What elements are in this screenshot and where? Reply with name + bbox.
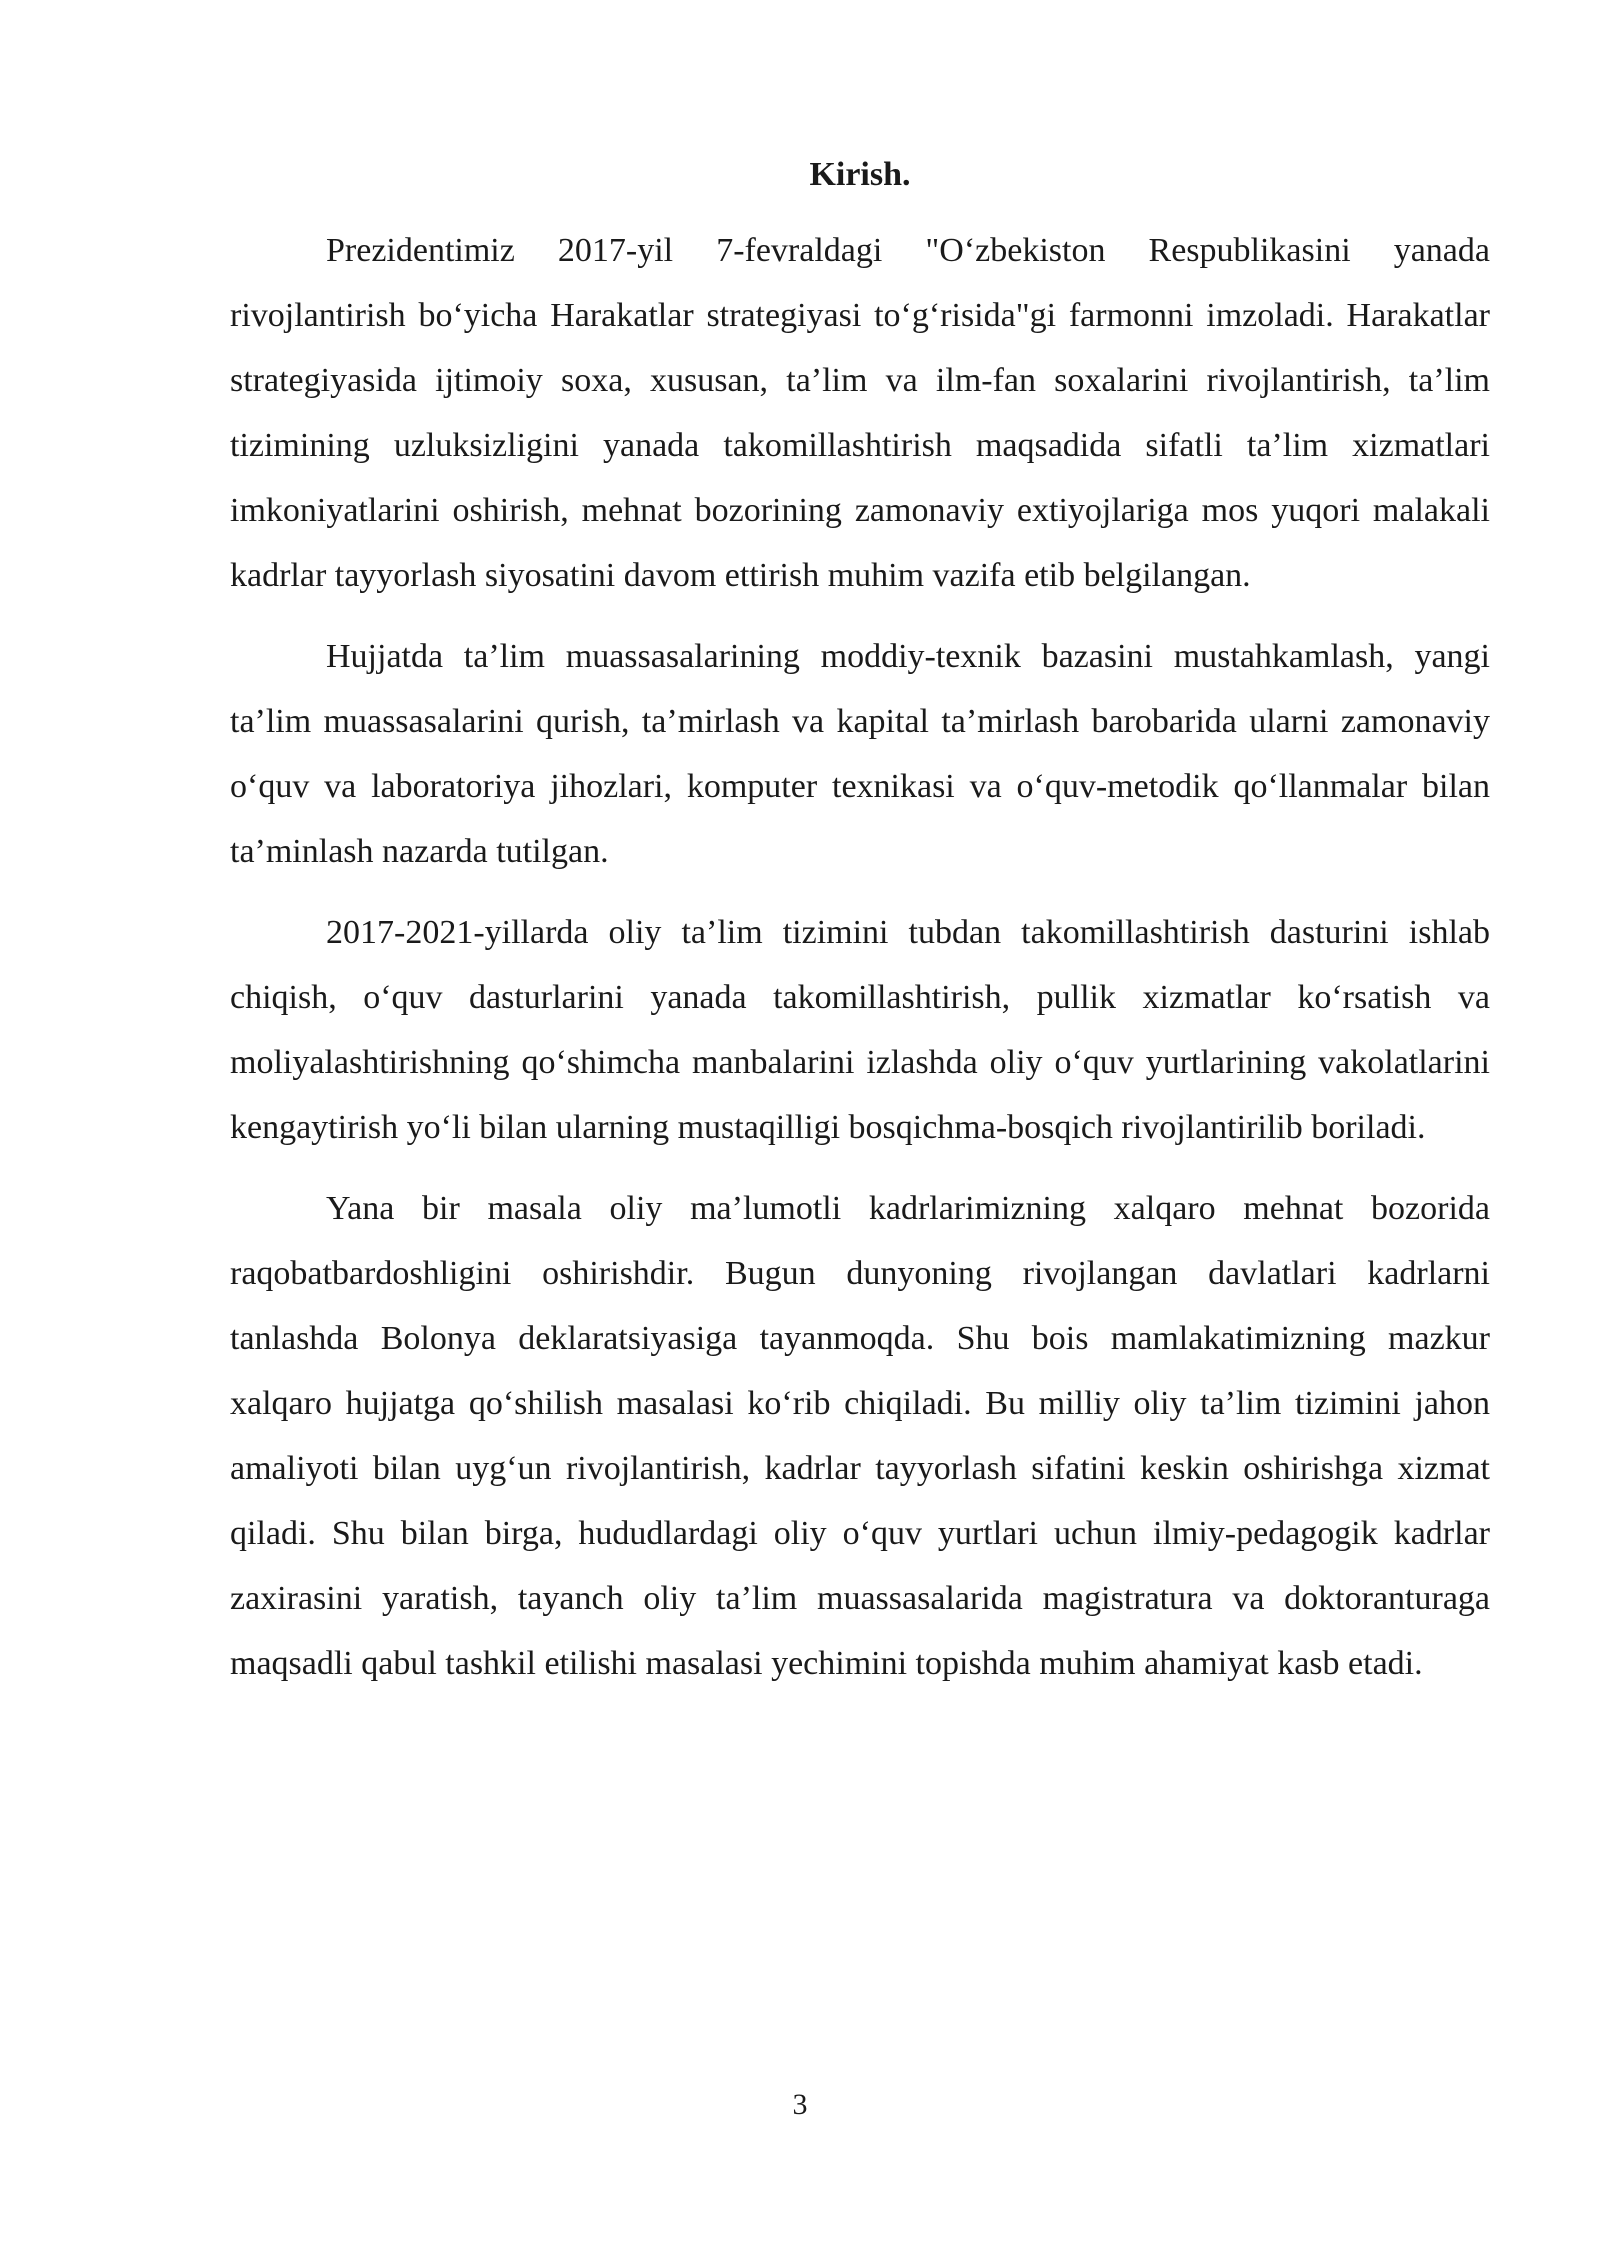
paragraph-2: Hujjatda ta’lim muassasalarining moddiy-texnik bazasini mustahkamlash, yangi ta’lim muassasalarini qurish, ta’mirlash va kapital ta’mirlash barobarida ularni zamonaviy o‘quv va laboratoriya jihozlari, komputer texnikasi va o‘quv-metodik qo‘llanmalar bilan ta’minlash nazarda tutilgan. — [230, 638, 1490, 870]
page-title: Kirish. — [809, 156, 911, 193]
paragraph-1: Prezidentimiz 2017-yil 7-fevraldagi "O‘zbekiston Respublikasini yanada rivojlantirish bo‘yicha Harakatlar strategiyasi to‘g‘risida"gi farmonni imzoladi. Harakatlar strategiyasida ijtimoiy soxa, xususan, ta’lim va ilm-fan soxalarini rivojlantirish, ta’lim tizimining uzluksizligini yanada takomillashtirish maqsadida sifatli ta’lim xizmatlari imkoniyatlarini oshirish, mehnat bozorining zamonaviy extiyojlariga mos yuqori malakali kadrlar tayyorlash siyosatini davom ettirish muhim vazifa etib belgilangan. — [230, 232, 1490, 594]
paragraph-4: Yana bir masala oliy ma’lumotli kadrlarimizning xalqaro mehnat bozorida raqobatbardoshligini oshirishdir. Bugun dunyoning rivojlangan davlatlari kadrlarni tanlashda Bolonya deklaratsiyasiga tayanmoqda. Shu bois mamlakatimizning mazkur xalqaro hujjatga qo‘shilish masalasi ko‘rib chiqiladi. Bu milliy oliy ta’lim tizimini jahon amaliyoti bilan uyg‘un rivojlantirish, kadrlar tayyorlash sifatini keskin oshirishga xizmat qiladi. Shu bilan birga, hududlardagi oliy o‘quv yurtlari uchun ilmiy-pedagogik kadrlar zaxirasini yaratish, tayanch oliy ta’lim muassasalarida magistratura va doktoranturaga maqsadli qabul tashkil etilishi masalasi yechimini topishda muhim ahamiyat kasb etadi. — [230, 1190, 1490, 1682]
paragraph-3: 2017-2021-yillarda oliy ta’lim tizimini tubdan takomillashtirish dasturini ishlab chiqish, o‘quv dasturlarini yanada takomillashtirish, pullik xizmatlar ko‘rsatish va moliyalashtirishning qo‘shimcha manbalarini izlashda oliy o‘quv yurtlarining vakolatlarini kengaytirish yo‘li bilan ularning mustaqilligi bosqichma-bosqich rivojlantirilib boriladi. — [230, 914, 1490, 1146]
page-content — [230, 148, 1490, 1712]
page-number: 3 — [792, 2088, 808, 2121]
